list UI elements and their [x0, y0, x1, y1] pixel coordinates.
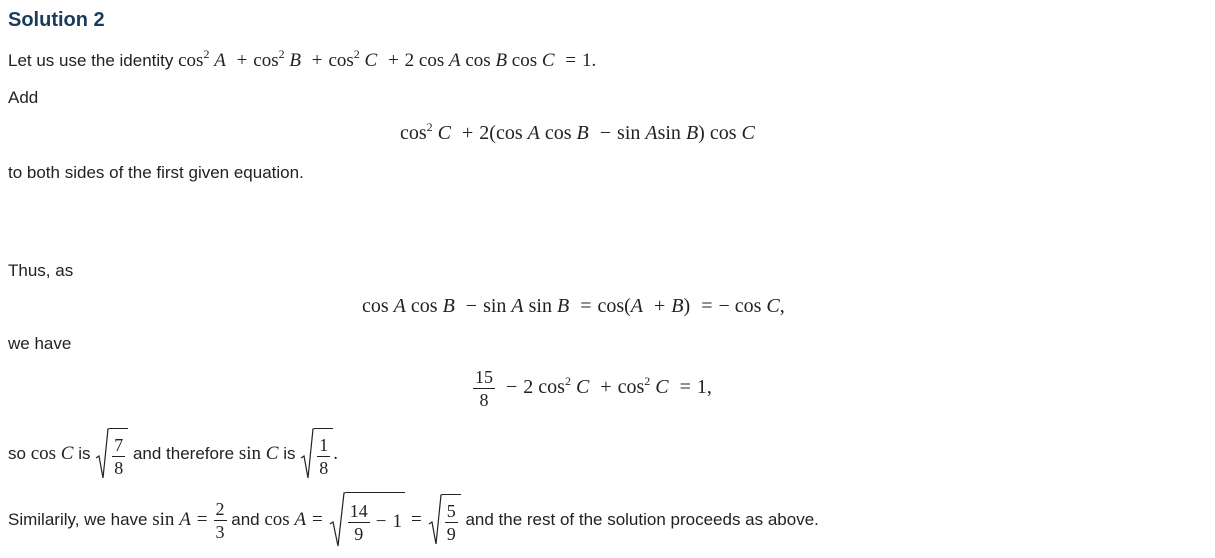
eq: =	[679, 376, 691, 399]
eq: =	[701, 295, 713, 317]
var: A	[393, 295, 406, 317]
numerator: 1	[319, 434, 329, 455]
math-cos-a	[264, 509, 328, 531]
math-cos-c	[31, 443, 74, 465]
display-equation-1	[400, 122, 755, 145]
op: −	[599, 122, 612, 144]
math-sin-c	[239, 443, 279, 465]
fraction	[112, 436, 125, 477]
denominator: 9	[446, 523, 456, 544]
text: so	[8, 444, 26, 463]
op: +	[387, 50, 399, 71]
add-text: Add	[8, 88, 39, 107]
fn: cos	[178, 50, 204, 71]
var: A	[179, 509, 191, 530]
eq: =	[312, 509, 323, 530]
var: B	[289, 50, 301, 71]
math-sin-a	[152, 509, 213, 531]
text: and	[231, 510, 260, 529]
paren: )	[683, 295, 691, 317]
var: A	[630, 295, 644, 317]
var: C	[437, 122, 452, 144]
denominator: 8	[114, 457, 124, 478]
fraction	[348, 502, 370, 543]
fn: cos	[538, 376, 565, 399]
fraction-2-3	[214, 500, 227, 541]
fn: cos	[253, 50, 279, 71]
sqrt-7-8	[95, 428, 128, 480]
punct: ,	[779, 295, 785, 317]
radicand	[345, 492, 405, 548]
paren: )	[698, 122, 705, 144]
display-equation-3	[473, 368, 712, 409]
we-have-text: we have	[8, 334, 72, 353]
eq: =	[410, 509, 422, 530]
coef: 2	[404, 50, 415, 71]
display-equation-2	[362, 295, 785, 318]
fn: sin	[657, 122, 681, 144]
var: C	[655, 376, 669, 399]
denominator: 9	[354, 523, 364, 544]
both-sides-text: to both sides of the first given equation.	[8, 163, 304, 182]
var: A	[645, 122, 658, 144]
power: 2	[203, 47, 210, 61]
fn: sin	[483, 295, 507, 317]
var: A	[294, 509, 307, 530]
coef: 2(	[479, 122, 496, 144]
text: is	[283, 444, 296, 463]
op: −	[718, 295, 730, 317]
fn: cos	[495, 122, 523, 144]
fn: cos	[264, 509, 290, 530]
var: B	[671, 295, 684, 317]
fn: cos	[617, 376, 645, 399]
denominator: 8	[479, 390, 489, 410]
numerator: 15	[475, 367, 493, 387]
radical-sign-icon	[300, 428, 314, 480]
var: C	[541, 50, 555, 71]
op: +	[600, 376, 612, 399]
op: +	[462, 122, 474, 144]
one: 1	[392, 511, 402, 532]
thus-as-text: Thus, as	[8, 261, 74, 280]
power: 2	[644, 374, 651, 389]
power: 2	[353, 47, 360, 61]
identity-text: Let us use the identity	[8, 51, 174, 70]
fraction	[445, 502, 458, 543]
fn: cos	[544, 122, 572, 144]
fraction	[317, 436, 330, 477]
solution-heading: Solution 2	[8, 9, 105, 31]
fn: cos	[418, 50, 445, 71]
numerator: 14	[349, 500, 368, 521]
op: −	[375, 511, 387, 532]
fn: cos	[30, 443, 57, 464]
var: C	[265, 443, 279, 464]
fn: cos	[400, 122, 427, 144]
denominator: 3	[215, 521, 225, 542]
radical-sign-icon	[329, 492, 345, 548]
text: and the rest of the solution proceeds as above.	[465, 510, 819, 529]
punct: .	[333, 443, 338, 464]
power: 2	[426, 120, 433, 134]
identity-sentence	[8, 47, 597, 72]
op: +	[311, 50, 323, 71]
sqrt-5-9	[428, 494, 461, 546]
radicand	[442, 494, 461, 546]
fn: cos	[734, 295, 762, 317]
text: Similarily, we have	[8, 510, 148, 529]
fraction-15-8	[473, 368, 495, 409]
eq: =	[196, 509, 208, 530]
var: B	[576, 122, 589, 144]
var: A	[511, 295, 524, 317]
sqrt-14-9-minus-1	[329, 492, 405, 548]
similarly-sentence	[8, 492, 819, 548]
text: and therefore	[132, 444, 235, 463]
punct: ,	[706, 376, 712, 399]
fn: cos	[328, 50, 354, 71]
var: A	[214, 50, 226, 71]
fn: cos	[465, 50, 491, 71]
eq: =	[580, 295, 592, 317]
numerator: 7	[114, 434, 124, 455]
punct: .	[591, 50, 597, 71]
fn: sin	[152, 509, 175, 530]
op: −	[506, 376, 518, 399]
fn: sin	[528, 295, 552, 317]
fn: sin	[238, 443, 262, 464]
cos-sin-c-sentence	[8, 428, 338, 480]
text: is	[78, 444, 91, 463]
power: 2	[564, 374, 571, 389]
rhs: 1	[696, 376, 707, 399]
var: C	[575, 376, 590, 399]
coef: 2	[523, 376, 534, 399]
fn: cos(	[597, 295, 631, 317]
radical-sign-icon	[95, 428, 109, 480]
radicand	[109, 428, 128, 480]
var: B	[685, 122, 699, 144]
fn: cos	[410, 295, 438, 317]
var: C	[364, 50, 378, 71]
rhs: 1	[582, 50, 592, 71]
radicand	[314, 428, 333, 480]
radical-sign-icon	[428, 494, 442, 546]
var: A	[449, 50, 461, 71]
numerator: 5	[446, 500, 456, 521]
op: −	[465, 295, 478, 317]
var: C	[741, 122, 755, 144]
fn: cos	[511, 50, 538, 71]
identity-formula	[178, 47, 597, 71]
sqrt-1-8	[300, 428, 333, 480]
denominator: 8	[319, 457, 329, 478]
op: +	[236, 50, 248, 71]
var: B	[442, 295, 455, 317]
var: B	[495, 50, 508, 71]
power: 2	[278, 47, 285, 61]
numerator: 2	[215, 498, 225, 519]
var: A	[527, 122, 540, 144]
var: C	[60, 443, 74, 464]
var: C	[766, 295, 780, 317]
var: B	[556, 295, 570, 317]
eq: =	[565, 50, 577, 71]
fn: sin	[617, 122, 641, 144]
op: +	[654, 295, 666, 317]
fn: cos	[362, 295, 389, 317]
fn: cos	[709, 122, 737, 144]
